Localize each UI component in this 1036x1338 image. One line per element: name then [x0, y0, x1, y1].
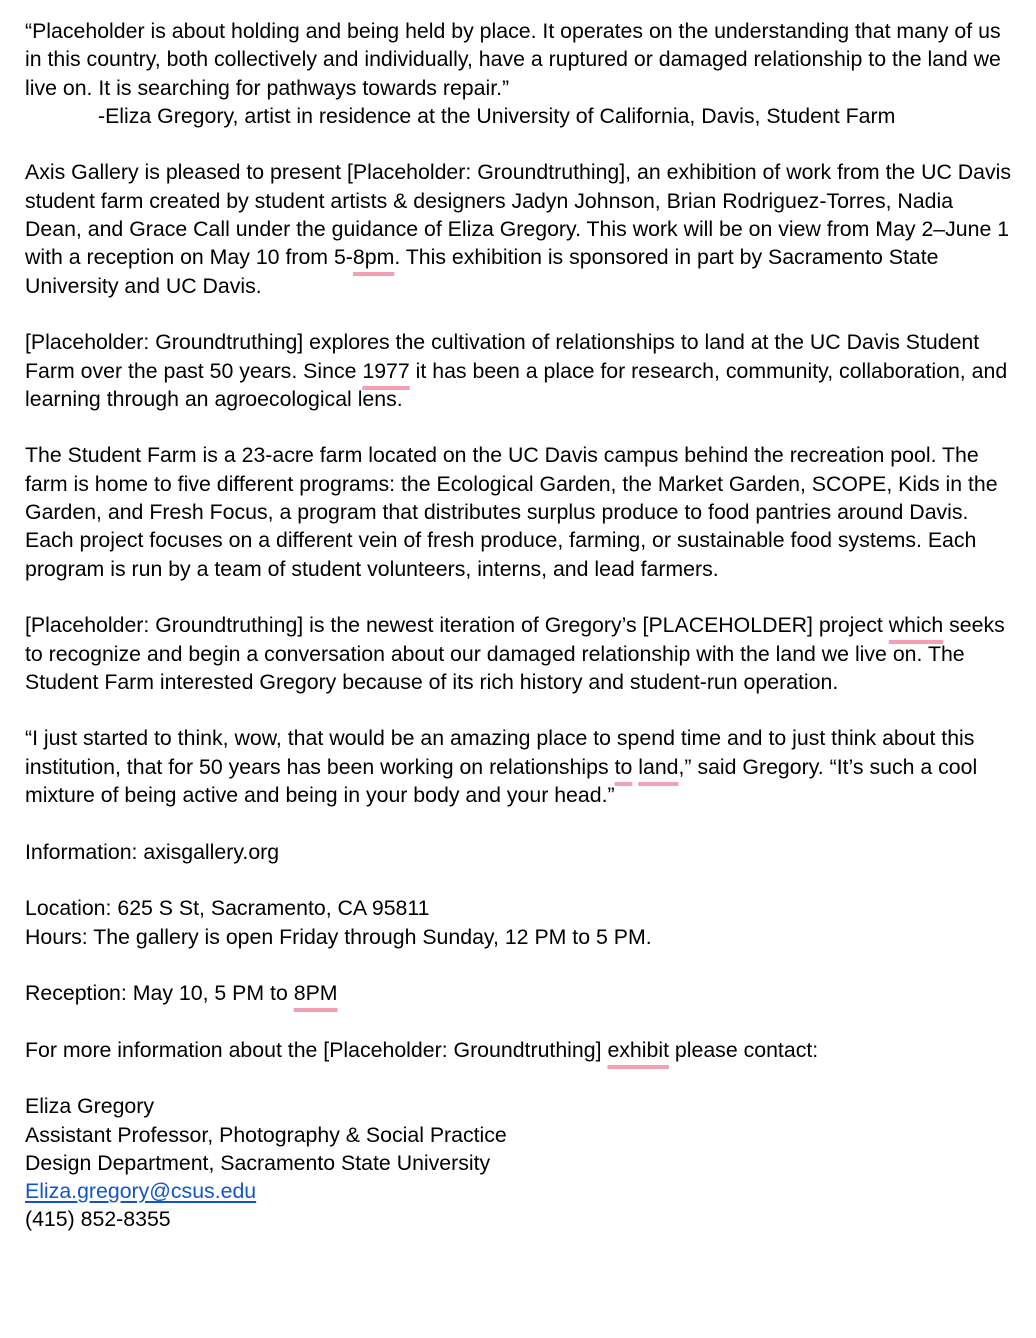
contact-phone: (415) 852-8355 [25, 1207, 171, 1232]
contact-intro-line [25, 1036, 1015, 1064]
contact-email-link[interactable]: Eliza.gregory@csus.edu [25, 1179, 257, 1204]
hours-line: Hours: The gallery is open Friday through Sunday, 12 PM to 5 PM. [25, 924, 652, 949]
document-body [25, 17, 1015, 1262]
contact-intro-text: For more information about the [Placeholder: Groundtruthing] [25, 1037, 608, 1062]
quote-attribution: -Eliza Gregory, artist in residence at the University of California, Davis, Student Farm [98, 103, 896, 128]
paragraph-text: ,” said Gregory. “It’s such a cool mixture of being active and being in your body and your head.” [25, 754, 978, 808]
paragraph-exploration [25, 328, 1015, 413]
contact-title: Assistant Professor, Photography & Social Practice [25, 1122, 507, 1147]
paragraph-announcement [25, 158, 1015, 299]
spellcheck-flagged-word[interactable]: land [638, 754, 679, 779]
information-line: Information: axisgallery.org [25, 839, 280, 864]
spellcheck-flagged-word[interactable]: 8pm [352, 245, 395, 270]
contact-department: Design Department, Sacramento State University [25, 1150, 491, 1175]
paragraph-iteration [25, 611, 1015, 696]
contact-intro-text: please contact: [669, 1037, 819, 1062]
opening-quote [25, 17, 1015, 130]
spellcheck-flagged-word[interactable]: exhibit [607, 1037, 669, 1062]
paragraph-text: . This exhibition is sponsored in part by Sacramento State University and UC Davis. [25, 245, 939, 298]
paragraph-student-farm: The Student Farm is a 23-acre farm located on the UC Davis campus behind the recreation pool. The farm is home to five different programs: the Ecological Garden, the Market Garden, SCOPE, Kids in the Garden, and Fresh Focus, a program that distributes surplus produce to food pantries around Davis. Each project focuses on a different vein of fresh produce, farming, or sustainable food systems. Each program is run by a team of student volunteers, interns, and lead farmers. [25, 443, 998, 581]
paragraph-text: “I just started to think, wow, that would be an amazing place to spend time and to just think about this institution, that for 50 years has been working on relationships [25, 726, 975, 779]
contact-block [25, 1092, 1015, 1233]
reception-text: Reception: May 10, 5 PM to [25, 981, 294, 1006]
paragraph-text: Axis Gallery is pleased to present [Placeholder: Groundtruthing], an exhibition of work from the UC Davis student farm created by student artists & designers Jadyn Johnson, Brian Rodriguez-Torres, Nadia Dean, and Grace Call under the guidance of Eliza Gregory. This work will be on view from May 2–June 1 with a reception on May 10 from 5- [25, 160, 1012, 270]
paragraph-text: [Placeholder: Groundtruthing] explores the cultivation of relationships to land at the UC Davis Student Farm over the past 50 years. Since [25, 330, 980, 383]
quote-text: “Placeholder is about holding and being held by place. It operates on the understanding that many of us in this country, both collectively and individually, have a ruptured or damaged relationship to the land we live on. It is searching for pathways towards repair.” [25, 19, 1001, 100]
reception-line [25, 979, 1015, 1007]
paragraph-text: it has been a place for research, community, collaboration, and learning through an agroecological lens. [25, 358, 1008, 411]
contact-name: Eliza Gregory [25, 1094, 155, 1119]
spellcheck-flagged-word[interactable]: which [888, 613, 944, 638]
spellcheck-flagged-word[interactable]: 8PM [293, 981, 338, 1006]
spellcheck-flagged-word[interactable]: to [614, 754, 633, 779]
paragraph-text: [Placeholder: Groundtruthing] is the newest iteration of Gregory’s [PLACEHOLDER] project [25, 613, 889, 638]
spellcheck-flagged-word[interactable]: 1977 [362, 358, 410, 383]
location-hours-block [25, 894, 1015, 951]
paragraph-gregory-quote [25, 724, 1015, 809]
paragraph-text: seeks to recognize and begin a conversation about our damaged relationship with the land we live on. The Student Farm interested Gregory because of its rich history and student-run operation. [25, 613, 1005, 694]
location-line: Location: 625 S St, Sacramento, CA 95811 [25, 896, 430, 921]
